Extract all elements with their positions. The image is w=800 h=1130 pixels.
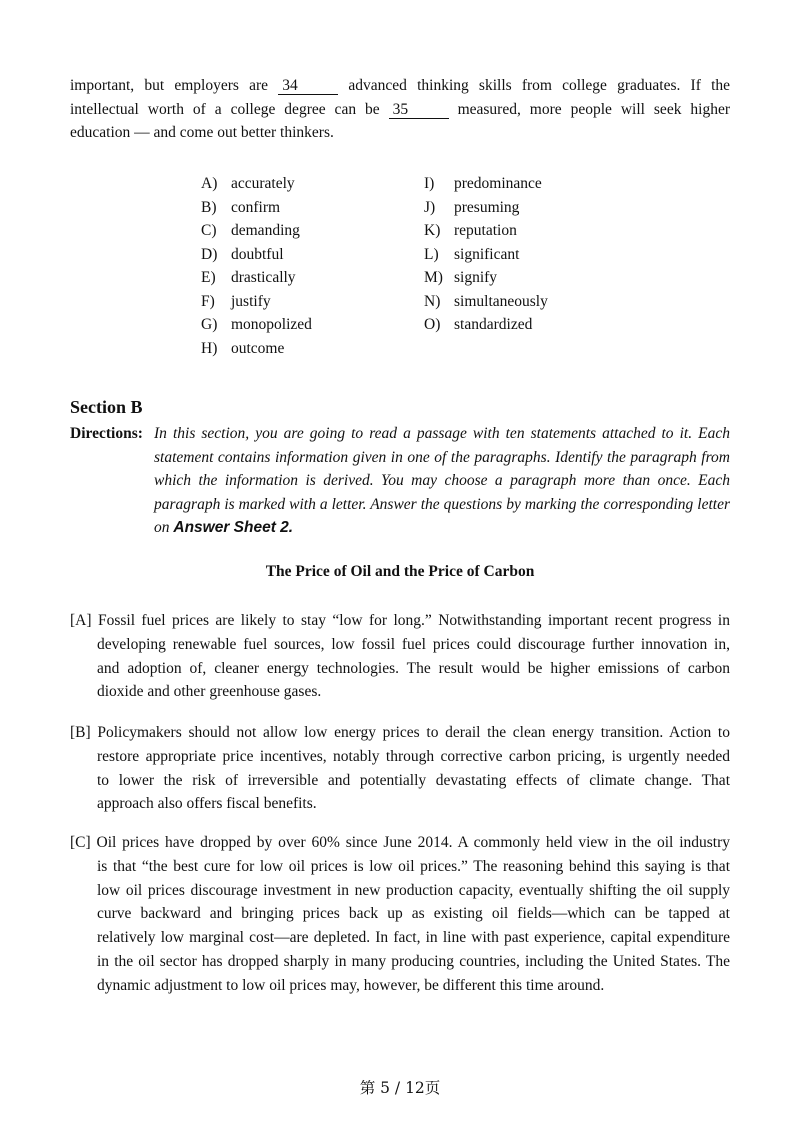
directions-line: paragraph is marked with a letter. Answer the questions by marking the corresponding letter	[154, 495, 730, 513]
option-key: E)	[201, 269, 216, 286]
directions-line: statement contains information given in one of the paragraphs. Identify the paragraph from	[154, 448, 730, 466]
option-word: standardized	[454, 316, 533, 333]
option-item	[201, 337, 421, 361]
option-word: monopolized	[231, 316, 312, 333]
paragraph-line: [B] Policymakers should not allow low energy prices to derail the clean energy transition. Action to	[70, 724, 730, 741]
intro-text: advanced thinking skills from college graduates. If the	[348, 77, 731, 94]
option-item	[424, 196, 644, 220]
intro-line-2	[70, 98, 730, 122]
paragraph-a	[70, 609, 730, 704]
word-bank-left-column	[201, 172, 421, 360]
paragraph-line: [C] Oil prices have dropped by over 60% since June 2014. A commonly held view in the oil industry	[70, 834, 730, 851]
option-key: C)	[201, 222, 217, 239]
option-item	[424, 219, 644, 243]
paragraph-line: in the oil sector has dropped sharply in many producing countries, including the United States. The	[97, 952, 730, 970]
option-item	[424, 172, 644, 196]
option-word: drastically	[231, 269, 296, 286]
intro-text: important, but employers are	[70, 77, 268, 94]
option-key: K)	[424, 222, 441, 239]
option-word: justify	[231, 292, 271, 310]
option-item	[201, 219, 421, 243]
option-key: N)	[424, 292, 441, 310]
answer-sheet-reference: Answer Sheet 2.	[173, 519, 294, 536]
option-word: demanding	[231, 222, 300, 239]
directions-prefix: on	[154, 519, 174, 536]
option-word: confirm	[231, 198, 281, 216]
paragraph-line: restore appropriate price incentives, notably through corrective carbon pricing, is urgently needed	[97, 747, 730, 765]
option-key: M)	[424, 269, 443, 286]
paragraph-line: to lower the risk of irreversible and potentially devastating effects of climate change. That	[97, 771, 730, 789]
paragraph-line: curve backward and bringing prices back up as existing oil fields—which can be tapped at	[97, 905, 730, 923]
option-item	[201, 313, 421, 337]
option-item	[201, 172, 421, 196]
paragraph-line: dioxide and other greenhouse gases.	[97, 683, 322, 701]
option-item	[201, 266, 421, 290]
paragraph-line: dynamic adjustment to low oil prices may, however, be different this time around.	[97, 976, 605, 994]
directions-line: which the information is derived. You may choose a paragraph more than once. Each	[154, 472, 730, 489]
paragraph-line: low oil prices discourage investment in new production capacity, eventually shifting the oil supply	[97, 881, 730, 899]
option-key: I)	[424, 175, 435, 192]
option-item	[201, 243, 421, 267]
option-key: H)	[201, 339, 218, 357]
intro-line-3: education — and come out better thinkers.	[70, 124, 334, 141]
section-title: Section B	[70, 397, 143, 417]
passage-title: The Price of Oil and the Price of Carbon	[265, 563, 535, 580]
option-word: reputation	[454, 222, 517, 239]
blank-35: 35	[389, 101, 449, 119]
blank-34: 34	[278, 77, 338, 95]
option-key: O)	[424, 316, 441, 333]
directions-line: In this section, you are going to read a passage with ten statements attached to it. Each	[154, 425, 730, 442]
directions-label: Directions:	[70, 425, 143, 442]
intro-text: intellectual worth of a college degree can be	[70, 100, 380, 118]
option-item	[424, 243, 644, 267]
paragraph-line: [A] Fossil fuel prices are likely to stay “low for long.” Notwithstanding important recent progress in	[70, 612, 730, 629]
option-word: predominance	[454, 175, 542, 192]
paragraph-line: relatively low marginal cost—are depleted. In fact, in line with past experience, capital expenditure	[97, 929, 730, 947]
intro-text: measured, more people will seek higher	[457, 100, 730, 118]
paragraph-c	[70, 831, 730, 998]
option-key: G)	[201, 316, 218, 333]
option-key: B)	[201, 198, 217, 216]
paragraph-line: is that “the best cure for low oil prices is low oil prices.” The reasoning behind this saying is that	[97, 857, 730, 875]
paragraph-b	[70, 721, 730, 816]
option-key: J)	[424, 198, 436, 216]
option-item	[424, 266, 644, 290]
paragraph-line: developing renewable fuel sources, low fossil fuel prices could discourage further innovation in,	[97, 635, 730, 653]
option-word: simultaneously	[454, 292, 548, 310]
option-word: outcome	[231, 339, 285, 357]
intro-passage	[70, 74, 730, 145]
option-key: A)	[201, 175, 218, 192]
option-item	[201, 290, 421, 314]
option-word: accurately	[231, 175, 295, 192]
option-word: significant	[454, 245, 520, 263]
option-word: signify	[454, 269, 498, 286]
option-word: doubtful	[231, 245, 284, 263]
word-bank-right-column	[424, 172, 644, 337]
option-key: D)	[201, 245, 218, 263]
option-word: presuming	[454, 198, 520, 216]
option-key: L)	[424, 245, 439, 263]
option-item	[424, 313, 644, 337]
paragraph-line: approach also offers fiscal benefits.	[97, 795, 317, 813]
directions-text	[154, 422, 730, 540]
option-key: F)	[201, 292, 215, 310]
option-item	[424, 290, 644, 314]
page-number: 第 5 / 12页	[359, 1079, 441, 1097]
intro-line-1	[70, 74, 730, 98]
option-item	[201, 196, 421, 220]
paragraph-line: and adoption of, cleaner energy technologies. The result would be higher emissions of carbon	[97, 659, 730, 677]
directions-line	[154, 516, 730, 540]
